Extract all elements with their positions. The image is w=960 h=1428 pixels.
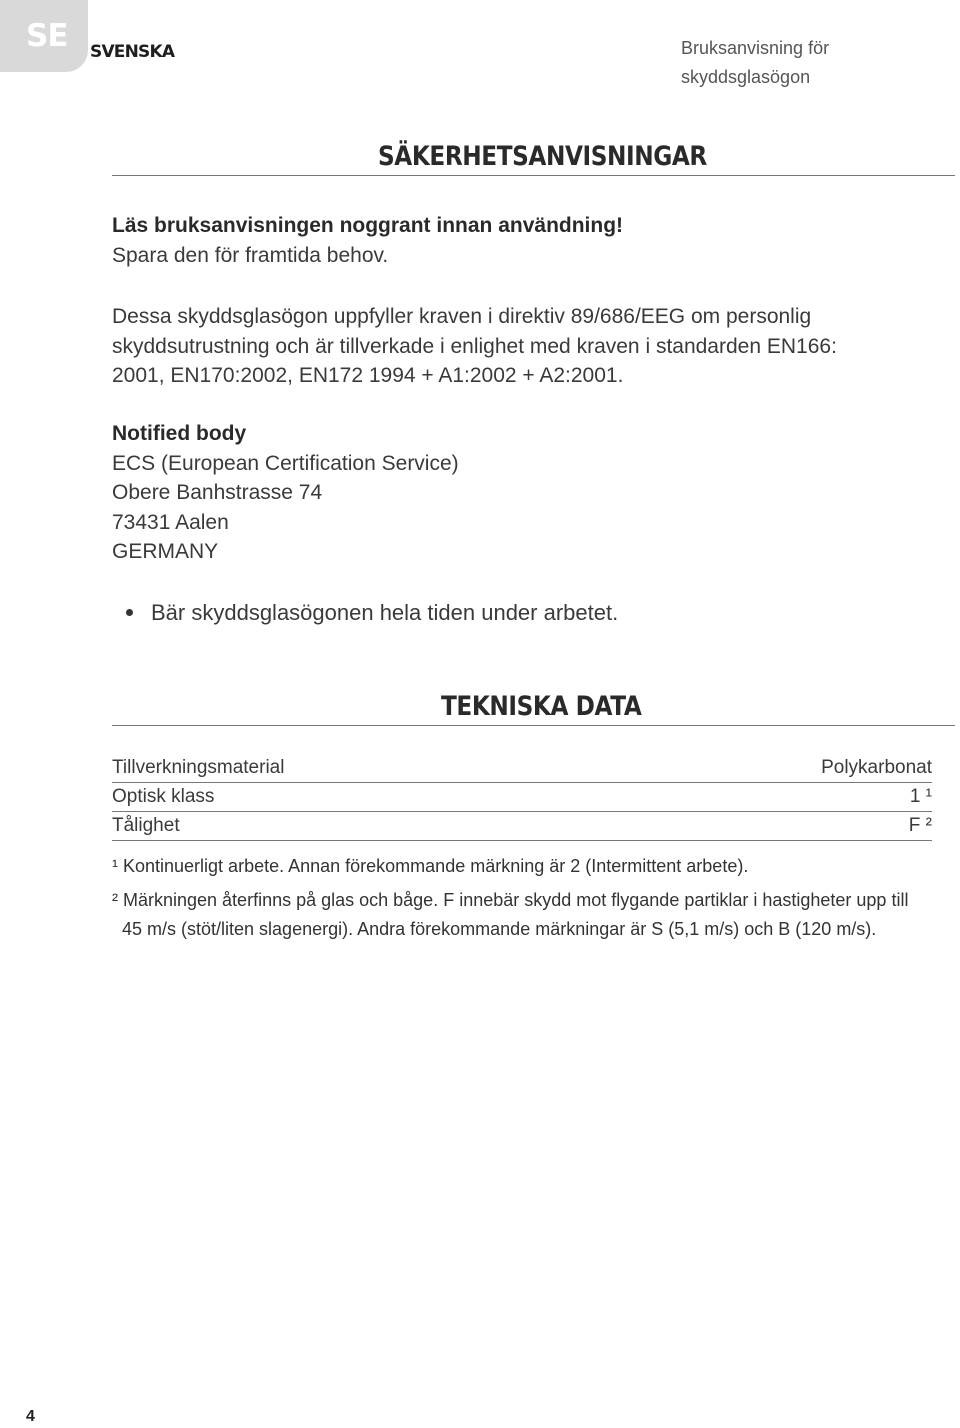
technical-heading: TEKNISKA DATA: [441, 691, 642, 722]
bullet-item: [126, 598, 618, 628]
spec-value: Polykarbonat: [821, 757, 932, 778]
language-name: SVENSKA: [90, 42, 175, 62]
spec-label: Tålighet: [112, 815, 180, 836]
table-row: [112, 754, 932, 783]
table-row: [112, 812, 932, 841]
footnote-2: [112, 886, 960, 944]
notified-body-line: Obere Banhstrasse 74: [112, 481, 323, 504]
page-number: 4: [26, 1408, 35, 1425]
footnote-2-line: ² Märkningen återfinns på glas och båge. F innebär skydd mot flygande partiklar i hastigheter upp till: [112, 890, 909, 910]
spec-table: [112, 754, 932, 841]
compliance-line: skyddsutrustning och är tillverkade i enlighet med kraven i standarden EN166:: [112, 334, 837, 358]
footnote-1: ¹ Kontinuerligt arbete. Annan förekommande märkning är 2 (Intermittent arbete).: [112, 856, 749, 876]
notified-body-line: 73431 Aalen: [112, 510, 229, 534]
safety-heading-rule: [112, 175, 955, 176]
bullet-text: Bär skyddsglasögonen hela tiden under arbetet.: [151, 600, 619, 625]
bullet-dot-icon: [126, 609, 133, 616]
safety-heading: SÄKERHETSANVISNINGAR: [378, 141, 707, 172]
compliance-text: [112, 302, 837, 391]
notified-body-label: Notified body: [112, 422, 247, 445]
notified-body: [112, 419, 459, 567]
save-note: Spara den för framtida behov.: [112, 244, 389, 267]
spec-value: F ²: [908, 815, 932, 836]
compliance-line: Dessa skyddsglasögon uppfyller kraven i direktiv 89/686/EEG om personlig: [112, 305, 812, 328]
language-code: SE: [26, 18, 68, 54]
table-row: [112, 783, 932, 812]
spec-label: Tillverkningsmaterial: [112, 757, 285, 778]
language-tab: [0, 0, 88, 72]
spec-value: 1 ¹: [909, 786, 932, 807]
spec-label: Optisk klass: [112, 786, 215, 807]
document-title: [681, 34, 941, 92]
document-title-line2: skyddsglasögon: [681, 67, 811, 87]
notified-body-line: GERMANY: [112, 540, 219, 563]
compliance-line: 2001, EN170:2002, EN172 1994 + A1:2002 + A2:2001.: [112, 364, 624, 387]
footnote-2-line: 45 m/s (stöt/liten slagenergi). Andra förekommande märkningar är S (5,1 m/s) och B (120 m/s).: [122, 919, 877, 939]
notified-body-line: ECS (European Certification Service): [112, 451, 459, 475]
technical-heading-rule: [112, 725, 955, 726]
read-warning: Läs bruksanvisningen noggrant innan användning!: [112, 214, 624, 237]
document-title-line1: Bruksanvisning för: [681, 38, 830, 58]
